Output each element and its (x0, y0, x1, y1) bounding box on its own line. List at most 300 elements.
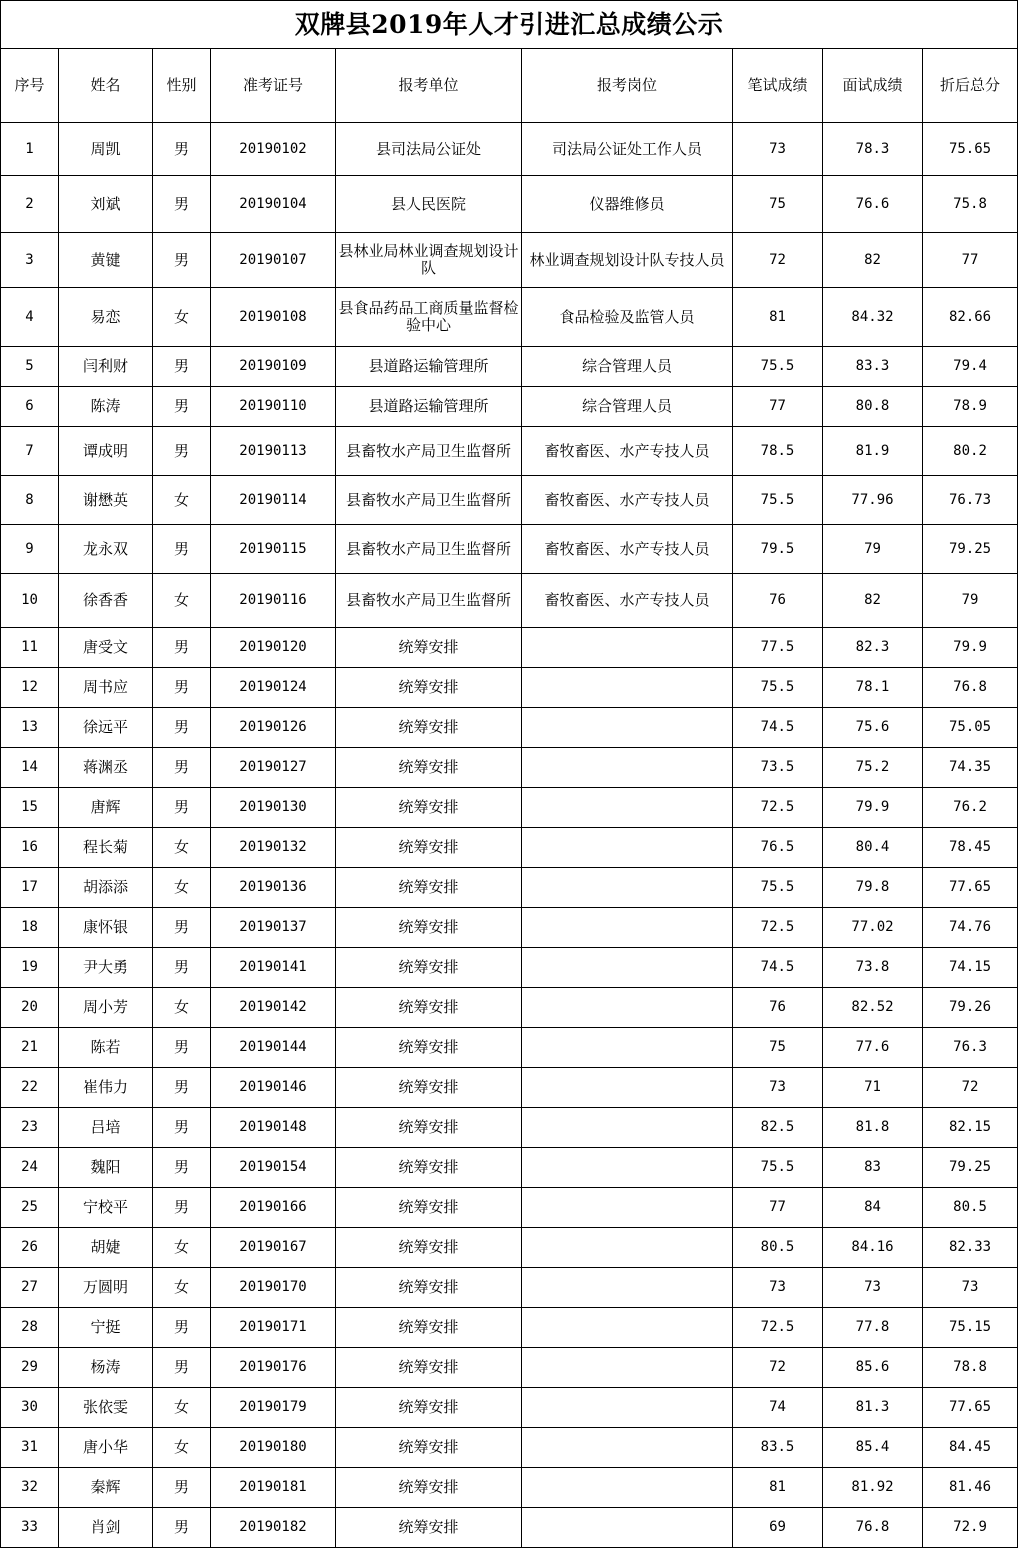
cell-index: 11 (1, 628, 59, 668)
table-row (1, 748, 1018, 788)
table-row (1, 476, 1018, 525)
cell-interview-score: 81.8 (823, 1108, 923, 1148)
cell-interview-score: 71 (823, 1068, 923, 1108)
cell-position (522, 668, 733, 708)
cell-position (522, 868, 733, 908)
cell-total-score: 76.2 (923, 788, 1018, 828)
cell-written-score: 77 (733, 1188, 823, 1228)
cell-position (522, 1068, 733, 1108)
cell-ticket-number: 20190182 (211, 1508, 336, 1548)
column-header-interview-score: 面试成绩 (823, 49, 923, 123)
cell-written-score: 77.5 (733, 628, 823, 668)
cell-name: 谢懋英 (59, 476, 153, 525)
cell-interview-score: 84.32 (823, 288, 923, 347)
column-header-gender: 性别 (153, 49, 211, 123)
cell-gender: 男 (153, 1468, 211, 1508)
cell-unit: 统筹安排 (336, 1068, 522, 1108)
column-header-written-score: 笔试成绩 (733, 49, 823, 123)
cell-unit: 县司法局公证处 (336, 123, 522, 176)
cell-ticket-number: 20190142 (211, 988, 336, 1028)
cell-gender: 女 (153, 1388, 211, 1428)
cell-position (522, 948, 733, 988)
cell-unit: 统筹安排 (336, 1108, 522, 1148)
cell-written-score: 73.5 (733, 748, 823, 788)
cell-name: 闫利财 (59, 347, 153, 387)
cell-position (522, 1508, 733, 1548)
cell-index: 32 (1, 1468, 59, 1508)
cell-written-score: 73 (733, 123, 823, 176)
cell-ticket-number: 20190170 (211, 1268, 336, 1308)
cell-index: 8 (1, 476, 59, 525)
table-row (1, 1188, 1018, 1228)
cell-index: 25 (1, 1188, 59, 1228)
cell-interview-score: 84 (823, 1188, 923, 1228)
cell-written-score: 81 (733, 1468, 823, 1508)
cell-interview-score: 75.6 (823, 708, 923, 748)
table-row (1, 1268, 1018, 1308)
cell-position: 畜牧畜医、水产专技人员 (522, 574, 733, 628)
cell-position: 食品检验及监管人员 (522, 288, 733, 347)
cell-gender: 女 (153, 574, 211, 628)
cell-ticket-number: 20190181 (211, 1468, 336, 1508)
title-row (1, 1, 1018, 49)
cell-name: 肖剑 (59, 1508, 153, 1548)
cell-gender: 男 (153, 123, 211, 176)
cell-gender: 男 (153, 176, 211, 233)
cell-name: 胡婕 (59, 1228, 153, 1268)
cell-interview-score: 81.92 (823, 1468, 923, 1508)
cell-position (522, 1188, 733, 1228)
cell-written-score: 79.5 (733, 525, 823, 574)
cell-written-score: 73 (733, 1268, 823, 1308)
cell-position (522, 1268, 733, 1308)
cell-interview-score: 73 (823, 1268, 923, 1308)
cell-unit: 统筹安排 (336, 1028, 522, 1068)
cell-index: 20 (1, 988, 59, 1028)
cell-total-score: 75.05 (923, 708, 1018, 748)
cell-position (522, 1028, 733, 1068)
cell-written-score: 72.5 (733, 1308, 823, 1348)
table-row (1, 668, 1018, 708)
cell-index: 5 (1, 347, 59, 387)
cell-ticket-number: 20190127 (211, 748, 336, 788)
cell-position: 仪器维修员 (522, 176, 733, 233)
cell-written-score: 75.5 (733, 668, 823, 708)
cell-total-score: 75.65 (923, 123, 1018, 176)
cell-written-score: 77 (733, 387, 823, 427)
cell-index: 30 (1, 1388, 59, 1428)
cell-total-score: 76.73 (923, 476, 1018, 525)
cell-gender: 男 (153, 1188, 211, 1228)
cell-interview-score: 77.8 (823, 1308, 923, 1348)
cell-position: 畜牧畜医、水产专技人员 (522, 525, 733, 574)
cell-position (522, 1308, 733, 1348)
cell-total-score: 78.45 (923, 828, 1018, 868)
cell-name: 万圆明 (59, 1268, 153, 1308)
cell-index: 27 (1, 1268, 59, 1308)
cell-index: 17 (1, 868, 59, 908)
cell-gender: 男 (153, 427, 211, 476)
cell-interview-score: 80.8 (823, 387, 923, 427)
cell-position (522, 628, 733, 668)
cell-gender: 男 (153, 1508, 211, 1548)
cell-index: 10 (1, 574, 59, 628)
table-row (1, 427, 1018, 476)
cell-unit: 统筹安排 (336, 788, 522, 828)
column-header-total-score: 折后总分 (923, 49, 1018, 123)
cell-unit: 县畜牧水产局卫生监督所 (336, 574, 522, 628)
cell-name: 蒋渊丞 (59, 748, 153, 788)
cell-unit: 统筹安排 (336, 948, 522, 988)
cell-ticket-number: 20190126 (211, 708, 336, 748)
cell-ticket-number: 20190124 (211, 668, 336, 708)
cell-interview-score: 76.6 (823, 176, 923, 233)
cell-index: 23 (1, 1108, 59, 1148)
cell-gender: 女 (153, 1268, 211, 1308)
cell-interview-score: 78.3 (823, 123, 923, 176)
cell-total-score: 79.26 (923, 988, 1018, 1028)
cell-unit: 县道路运输管理所 (336, 387, 522, 427)
cell-gender: 男 (153, 1108, 211, 1148)
cell-gender: 男 (153, 525, 211, 574)
cell-written-score: 75.5 (733, 868, 823, 908)
cell-name: 徐香香 (59, 574, 153, 628)
cell-name: 康怀银 (59, 908, 153, 948)
cell-interview-score: 76.8 (823, 1508, 923, 1548)
cell-ticket-number: 20190107 (211, 233, 336, 288)
column-header-index: 序号 (1, 49, 59, 123)
cell-ticket-number: 20190148 (211, 1108, 336, 1148)
cell-gender: 男 (153, 748, 211, 788)
cell-interview-score: 84.16 (823, 1228, 923, 1268)
cell-written-score: 72.5 (733, 908, 823, 948)
column-header-name: 姓名 (59, 49, 153, 123)
cell-interview-score: 82.3 (823, 628, 923, 668)
cell-total-score: 72 (923, 1068, 1018, 1108)
cell-unit: 统筹安排 (336, 1148, 522, 1188)
cell-gender: 男 (153, 1148, 211, 1188)
cell-ticket-number: 20190104 (211, 176, 336, 233)
column-header-unit: 报考单位 (336, 49, 522, 123)
cell-name: 周书应 (59, 668, 153, 708)
cell-written-score: 81 (733, 288, 823, 347)
cell-name: 易恋 (59, 288, 153, 347)
cell-interview-score: 77.02 (823, 908, 923, 948)
cell-interview-score: 82 (823, 574, 923, 628)
cell-name: 宁校平 (59, 1188, 153, 1228)
cell-index: 22 (1, 1068, 59, 1108)
table-row (1, 988, 1018, 1028)
table-row (1, 347, 1018, 387)
cell-unit: 县畜牧水产局卫生监督所 (336, 476, 522, 525)
cell-unit: 县道路运输管理所 (336, 347, 522, 387)
table-row (1, 1348, 1018, 1388)
cell-index: 29 (1, 1348, 59, 1388)
table-row (1, 1068, 1018, 1108)
cell-name: 龙永双 (59, 525, 153, 574)
cell-written-score: 72 (733, 1348, 823, 1388)
cell-name: 崔伟力 (59, 1068, 153, 1108)
cell-unit: 统筹安排 (336, 828, 522, 868)
column-header-ticket-number: 准考证号 (211, 49, 336, 123)
cell-index: 4 (1, 288, 59, 347)
table-row (1, 574, 1018, 628)
table-row (1, 176, 1018, 233)
cell-gender: 男 (153, 1308, 211, 1348)
cell-interview-score: 79.9 (823, 788, 923, 828)
cell-unit: 统筹安排 (336, 748, 522, 788)
cell-unit: 统筹安排 (336, 988, 522, 1028)
table-row (1, 948, 1018, 988)
cell-ticket-number: 20190171 (211, 1308, 336, 1348)
cell-total-score: 80.5 (923, 1188, 1018, 1228)
cell-position (522, 1388, 733, 1428)
cell-index: 26 (1, 1228, 59, 1268)
cell-gender: 女 (153, 828, 211, 868)
cell-ticket-number: 20190120 (211, 628, 336, 668)
cell-total-score: 77 (923, 233, 1018, 288)
cell-name: 尹大勇 (59, 948, 153, 988)
cell-name: 杨涛 (59, 1348, 153, 1388)
cell-name: 周凯 (59, 123, 153, 176)
cell-total-score: 82.15 (923, 1108, 1018, 1148)
cell-written-score: 74.5 (733, 708, 823, 748)
cell-position: 林业调查规划设计队专技人员 (522, 233, 733, 288)
cell-index: 6 (1, 387, 59, 427)
table-row (1, 708, 1018, 748)
cell-interview-score: 85.4 (823, 1428, 923, 1468)
cell-total-score: 72.9 (923, 1508, 1018, 1548)
cell-unit: 县畜牧水产局卫生监督所 (336, 427, 522, 476)
cell-total-score: 79.25 (923, 1148, 1018, 1188)
cell-index: 3 (1, 233, 59, 288)
cell-index: 19 (1, 948, 59, 988)
cell-ticket-number: 20190110 (211, 387, 336, 427)
cell-total-score: 84.45 (923, 1428, 1018, 1468)
cell-ticket-number: 20190130 (211, 788, 336, 828)
cell-total-score: 75.15 (923, 1308, 1018, 1348)
cell-interview-score: 85.6 (823, 1348, 923, 1388)
cell-gender: 男 (153, 233, 211, 288)
cell-name: 黄键 (59, 233, 153, 288)
cell-written-score: 76 (733, 574, 823, 628)
cell-interview-score: 75.2 (823, 748, 923, 788)
cell-total-score: 74.76 (923, 908, 1018, 948)
cell-total-score: 79 (923, 574, 1018, 628)
cell-ticket-number: 20190116 (211, 574, 336, 628)
cell-gender: 男 (153, 708, 211, 748)
cell-name: 刘斌 (59, 176, 153, 233)
cell-unit: 统筹安排 (336, 868, 522, 908)
cell-total-score: 74.35 (923, 748, 1018, 788)
table-row (1, 628, 1018, 668)
cell-index: 7 (1, 427, 59, 476)
table-row (1, 387, 1018, 427)
table-row (1, 1388, 1018, 1428)
cell-written-score: 73 (733, 1068, 823, 1108)
cell-total-score: 75.8 (923, 176, 1018, 233)
cell-index: 31 (1, 1428, 59, 1468)
cell-ticket-number: 20190179 (211, 1388, 336, 1428)
cell-interview-score: 77.96 (823, 476, 923, 525)
cell-index: 12 (1, 668, 59, 708)
cell-ticket-number: 20190146 (211, 1068, 336, 1108)
cell-written-score: 76 (733, 988, 823, 1028)
cell-total-score: 79.9 (923, 628, 1018, 668)
cell-unit: 统筹安排 (336, 1268, 522, 1308)
cell-interview-score: 81.9 (823, 427, 923, 476)
table-row (1, 288, 1018, 347)
cell-name: 吕培 (59, 1108, 153, 1148)
cell-index: 24 (1, 1148, 59, 1188)
cell-total-score: 78.8 (923, 1348, 1018, 1388)
cell-gender: 男 (153, 1028, 211, 1068)
cell-interview-score: 73.8 (823, 948, 923, 988)
cell-written-score: 74 (733, 1388, 823, 1428)
cell-total-score: 76.3 (923, 1028, 1018, 1068)
cell-interview-score: 82.52 (823, 988, 923, 1028)
cell-gender: 男 (153, 387, 211, 427)
cell-position (522, 1148, 733, 1188)
cell-gender: 男 (153, 1348, 211, 1388)
cell-total-score: 77.65 (923, 1388, 1018, 1428)
cell-gender: 男 (153, 948, 211, 988)
cell-index: 33 (1, 1508, 59, 1548)
table-row (1, 1228, 1018, 1268)
cell-unit: 县林业局林业调查规划设计队 (336, 233, 522, 288)
cell-gender: 男 (153, 1068, 211, 1108)
cell-written-score: 83.5 (733, 1428, 823, 1468)
cell-position (522, 988, 733, 1028)
cell-name: 宁挺 (59, 1308, 153, 1348)
cell-index: 21 (1, 1028, 59, 1068)
cell-gender: 女 (153, 1228, 211, 1268)
cell-index: 28 (1, 1308, 59, 1348)
cell-name: 唐小华 (59, 1428, 153, 1468)
cell-interview-score: 81.3 (823, 1388, 923, 1428)
cell-total-score: 79.25 (923, 525, 1018, 574)
cell-index: 13 (1, 708, 59, 748)
cell-unit: 统筹安排 (336, 1468, 522, 1508)
cell-ticket-number: 20190166 (211, 1188, 336, 1228)
cell-index: 18 (1, 908, 59, 948)
cell-interview-score: 78.1 (823, 668, 923, 708)
cell-written-score: 78.5 (733, 427, 823, 476)
cell-unit: 统筹安排 (336, 1348, 522, 1388)
cell-position (522, 1228, 733, 1268)
cell-ticket-number: 20190167 (211, 1228, 336, 1268)
cell-ticket-number: 20190102 (211, 123, 336, 176)
page-title: 双牌县2019年人才引进汇总成绩公示 (1, 1, 1018, 49)
column-header-position: 报考岗位 (522, 49, 733, 123)
cell-position: 综合管理人员 (522, 347, 733, 387)
cell-name: 胡添添 (59, 868, 153, 908)
cell-written-score: 76.5 (733, 828, 823, 868)
table-row (1, 525, 1018, 574)
cell-written-score: 82.5 (733, 1108, 823, 1148)
cell-written-score: 75 (733, 1028, 823, 1068)
table-row (1, 1108, 1018, 1148)
cell-interview-score: 79 (823, 525, 923, 574)
table-row (1, 1148, 1018, 1188)
cell-interview-score: 82 (823, 233, 923, 288)
cell-unit: 统筹安排 (336, 1188, 522, 1228)
cell-total-score: 79.4 (923, 347, 1018, 387)
cell-position (522, 1468, 733, 1508)
cell-name: 张依雯 (59, 1388, 153, 1428)
cell-total-score: 73 (923, 1268, 1018, 1308)
cell-unit: 县食品药品工商质量监督检验中心 (336, 288, 522, 347)
cell-gender: 男 (153, 788, 211, 828)
cell-gender: 女 (153, 988, 211, 1028)
cell-gender: 女 (153, 476, 211, 525)
cell-unit: 统筹安排 (336, 1388, 522, 1428)
cell-unit: 统筹安排 (336, 708, 522, 748)
cell-position (522, 1108, 733, 1148)
cell-written-score: 75.5 (733, 476, 823, 525)
cell-total-score: 78.9 (923, 387, 1018, 427)
cell-unit: 县畜牧水产局卫生监督所 (336, 525, 522, 574)
cell-index: 9 (1, 525, 59, 574)
cell-index: 14 (1, 748, 59, 788)
table-row (1, 908, 1018, 948)
cell-name: 陈涛 (59, 387, 153, 427)
cell-position: 司法局公证处工作人员 (522, 123, 733, 176)
cell-written-score: 72 (733, 233, 823, 288)
header-row (1, 49, 1018, 123)
cell-position (522, 708, 733, 748)
cell-ticket-number: 20190141 (211, 948, 336, 988)
cell-total-score: 77.65 (923, 868, 1018, 908)
cell-total-score: 74.15 (923, 948, 1018, 988)
cell-ticket-number: 20190180 (211, 1428, 336, 1468)
cell-unit: 统筹安排 (336, 668, 522, 708)
table-row (1, 1028, 1018, 1068)
table-row (1, 1308, 1018, 1348)
cell-name: 谭成明 (59, 427, 153, 476)
table-row (1, 1508, 1018, 1548)
cell-unit: 统筹安排 (336, 1228, 522, 1268)
cell-gender: 男 (153, 628, 211, 668)
cell-ticket-number: 20190154 (211, 1148, 336, 1188)
cell-ticket-number: 20190113 (211, 427, 336, 476)
cell-position (522, 828, 733, 868)
results-body (1, 123, 1018, 1548)
cell-unit: 统筹安排 (336, 908, 522, 948)
cell-ticket-number: 20190114 (211, 476, 336, 525)
cell-unit: 统筹安排 (336, 1508, 522, 1548)
cell-written-score: 75 (733, 176, 823, 233)
cell-interview-score: 83.3 (823, 347, 923, 387)
cell-total-score: 82.66 (923, 288, 1018, 347)
cell-gender: 男 (153, 908, 211, 948)
cell-position: 畜牧畜医、水产专技人员 (522, 476, 733, 525)
table-row (1, 828, 1018, 868)
cell-position (522, 748, 733, 788)
cell-position: 综合管理人员 (522, 387, 733, 427)
cell-name: 秦辉 (59, 1468, 153, 1508)
cell-name: 魏阳 (59, 1148, 153, 1188)
table-row (1, 233, 1018, 288)
cell-index: 15 (1, 788, 59, 828)
cell-position (522, 908, 733, 948)
cell-written-score: 75.5 (733, 1148, 823, 1188)
cell-unit: 县人民医院 (336, 176, 522, 233)
cell-unit: 统筹安排 (336, 1428, 522, 1468)
cell-name: 徐远平 (59, 708, 153, 748)
table-row (1, 1468, 1018, 1508)
cell-gender: 女 (153, 288, 211, 347)
